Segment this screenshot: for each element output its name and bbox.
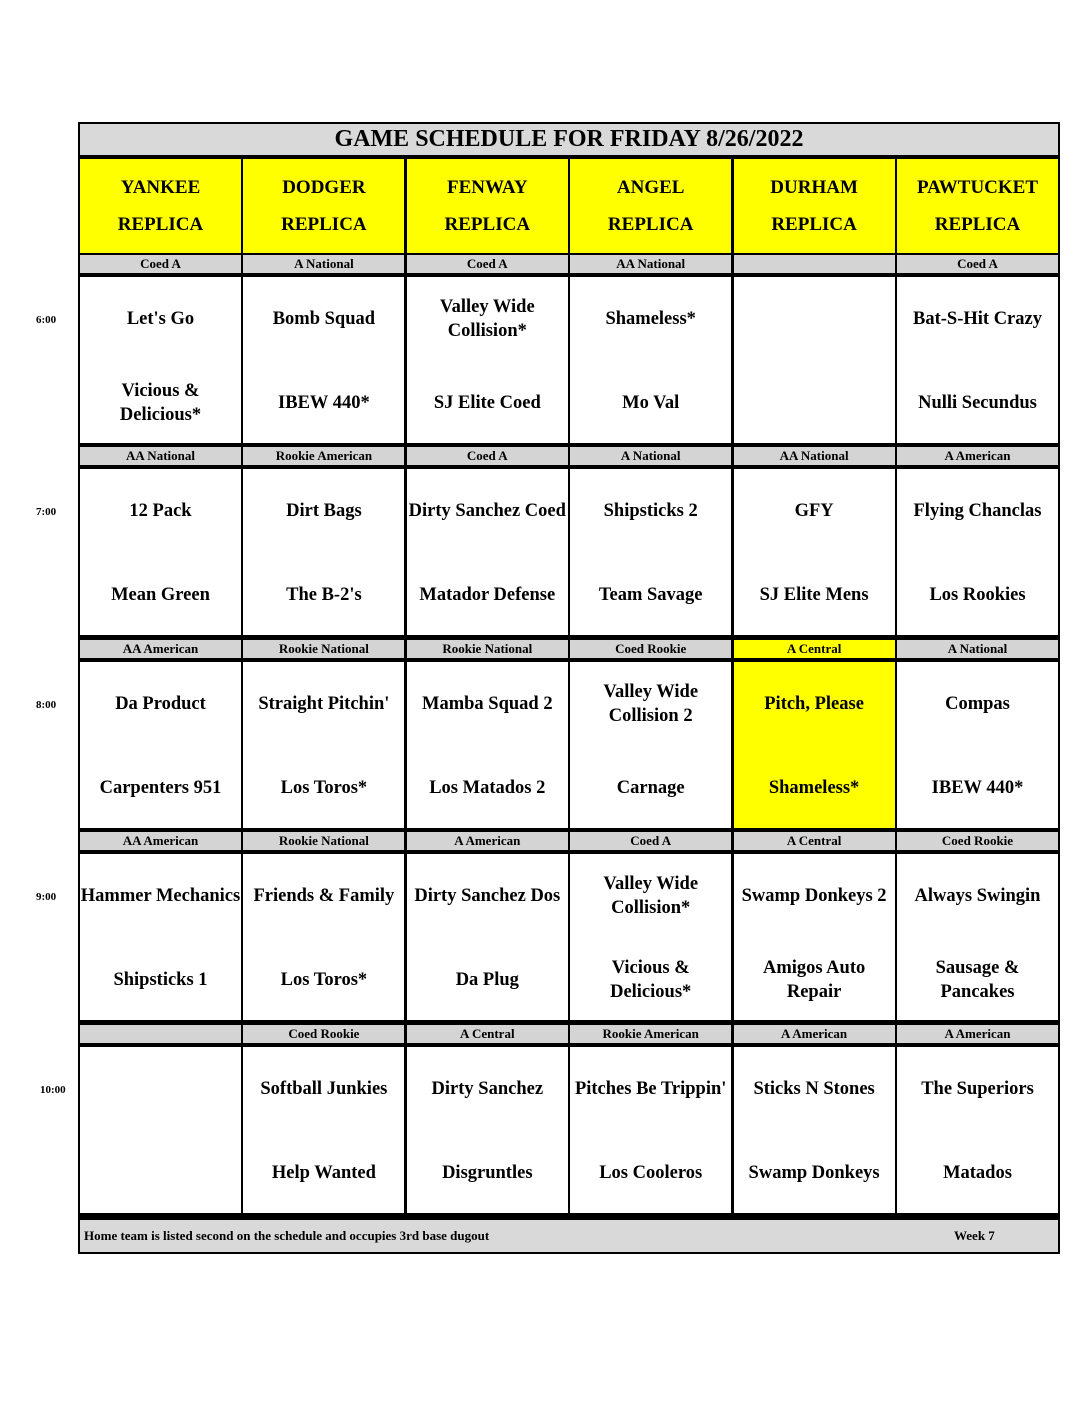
field-type: REPLICA (771, 214, 857, 235)
game-slot (407, 1047, 568, 1213)
game-slot (80, 469, 241, 635)
time-label: 7:00 (36, 506, 57, 518)
division-label: A American (897, 447, 1058, 465)
division-label: AA American (80, 832, 241, 850)
game-slot (243, 662, 404, 828)
field-type: REPLICA (607, 214, 694, 235)
field-column (570, 124, 731, 1218)
time-label: 6:00 (36, 314, 57, 326)
away-team: Softball Junkies (260, 1078, 388, 1099)
game-slot (734, 1047, 895, 1213)
home-team: Los Cooleros (599, 1162, 703, 1183)
game-slot (80, 1047, 241, 1213)
time-label: 8:00 (36, 699, 57, 711)
game-slot (407, 469, 568, 635)
game-slot (570, 854, 731, 1020)
field-name: DURHAM (770, 177, 858, 198)
away-team: Hammer Mechanics (80, 886, 241, 907)
home-team: SJ Elite Coed (433, 393, 541, 413)
division-label: A National (897, 640, 1058, 658)
home-team: Los Matados 2 (429, 777, 546, 798)
home-team (734, 375, 895, 431)
away-team: Dirt Bags (286, 501, 362, 522)
home-team: Amigos Auto Repair (762, 958, 866, 1003)
field-type: REPLICA (117, 214, 204, 235)
field-header (407, 159, 568, 253)
game-slot (570, 469, 731, 635)
home-team: Da Plug (455, 970, 519, 991)
time-label: 10:00 (40, 1084, 66, 1096)
field-type: REPLICA (281, 214, 367, 235)
game-slot (897, 1047, 1058, 1213)
field-header (243, 159, 404, 253)
field-header (570, 159, 731, 253)
away-team: Friends & Family (253, 886, 395, 907)
division-label: A Central (407, 1025, 568, 1043)
away-team: Bomb Squad (272, 309, 376, 329)
field-name: YANKEE (120, 177, 201, 198)
home-team: Los Toros* (280, 970, 368, 991)
game-slot (734, 277, 895, 443)
division-label: Coed A (407, 447, 568, 465)
division-label: A Central (734, 832, 895, 850)
division-label: Coed A (897, 255, 1058, 273)
division-label: AA National (570, 255, 731, 273)
home-team: Los Rookies (929, 585, 1026, 606)
division-label: Rookie American (243, 447, 404, 465)
away-team: GFY (794, 501, 834, 522)
division-label: A American (407, 832, 568, 850)
home-team: Mo Val (622, 393, 680, 413)
away-team: Straight Pitchin' (258, 693, 390, 714)
home-team: Help Wanted (271, 1162, 376, 1183)
field-type: REPLICA (444, 214, 531, 235)
game-slot (734, 662, 895, 828)
away-team: Dirty Sanchez Dos (414, 886, 561, 907)
game-slot (80, 662, 241, 828)
away-team: Shipsticks 2 (603, 501, 698, 522)
field-name: PAWTUCKET (916, 177, 1039, 198)
home-team: IBEW 440* (278, 393, 370, 413)
division-label: AA National (80, 447, 241, 465)
game-slot (897, 469, 1058, 635)
away-team: Swamp Donkeys 2 (741, 886, 887, 907)
away-team: Valley Wide Collision* (603, 874, 699, 919)
field-type: REPLICA (934, 214, 1021, 235)
away-team: Compas (945, 693, 1010, 714)
away-team: Valley Wide Collision* (439, 297, 535, 341)
division-label: Coed Rookie (570, 640, 731, 658)
away-team: Pitch, Please (764, 693, 864, 714)
game-slot (897, 662, 1058, 828)
home-team: Sausage & Pancakes (935, 958, 1020, 1003)
home-team: Matador Defense (419, 585, 556, 606)
home-team: SJ Elite Mens (759, 585, 869, 606)
home-team: Nulli Secundus (918, 393, 1037, 413)
home-team: Shipsticks 1 (113, 970, 208, 991)
field-column (734, 124, 895, 1218)
away-team (734, 291, 895, 347)
game-slot (80, 277, 241, 443)
away-team: The Superiors (921, 1078, 1034, 1099)
game-slot (407, 662, 568, 828)
game-slot (897, 277, 1058, 443)
away-team: Shameless* (605, 309, 696, 329)
game-slot (734, 469, 895, 635)
field-column (80, 124, 241, 1218)
away-team: Valley Wide Collision 2 (603, 681, 699, 726)
away-team: Sticks N Stones (753, 1078, 875, 1099)
game-slot (407, 277, 568, 443)
field-header (80, 159, 241, 253)
game-schedule-table (78, 122, 1060, 1254)
division-label: Coed A (80, 255, 241, 273)
home-team: Disgruntles (442, 1162, 533, 1183)
home-team: Swamp Donkeys (748, 1162, 880, 1183)
division-label: Rookie National (243, 640, 404, 658)
division-label (80, 1025, 241, 1043)
game-slot (243, 469, 404, 635)
away-team: 12 Pack (129, 501, 192, 522)
game-slot (570, 662, 731, 828)
home-team: Vicious & Delicious* (610, 958, 692, 1003)
division-label: Rookie American (570, 1025, 731, 1043)
game-slot (80, 854, 241, 1020)
field-column (243, 124, 404, 1218)
game-slot (570, 277, 731, 443)
home-team: Carpenters 951 (99, 777, 222, 798)
division-label: Rookie National (407, 640, 568, 658)
division-label (734, 255, 895, 273)
game-slot (243, 854, 404, 1020)
division-label: Coed A (570, 832, 731, 850)
home-team: Team Savage (598, 585, 703, 606)
division-label: A National (243, 255, 404, 273)
away-team: Da Product (115, 693, 206, 714)
away-team: Flying Chanclas (913, 501, 1042, 522)
away-team: Always Swingin (914, 886, 1041, 907)
field-header (897, 159, 1058, 253)
division-label: Coed A (407, 255, 568, 273)
division-label: A Central (734, 640, 895, 658)
home-team: Vicious & Delicious* (119, 381, 202, 425)
home-team: Carnage (616, 777, 685, 798)
home-team-note: Home team is listed second on the schedule and occupies 3rd base dugout (84, 1228, 490, 1243)
field-column (407, 124, 568, 1218)
game-slot (897, 854, 1058, 1020)
home-team: Los Toros* (280, 777, 368, 798)
field-name: FENWAY (447, 177, 528, 198)
division-label: Coed Rookie (243, 1025, 404, 1043)
away-team: Dirty Sanchez Coed (408, 501, 566, 522)
game-slot (243, 277, 404, 443)
away-team: Pitches Be Trippin' (574, 1078, 727, 1099)
away-team: Mamba Squad 2 (422, 693, 553, 714)
away-team: Bat-S-Hit Crazy (913, 309, 1042, 329)
schedule-title: GAME SCHEDULE FOR FRIDAY 8/26/2022 (80, 124, 1058, 157)
away-team: Let's Go (126, 309, 195, 329)
division-label: A American (734, 1025, 895, 1043)
field-header (734, 159, 895, 253)
division-label: Rookie National (243, 832, 404, 850)
game-slot (570, 1047, 731, 1213)
home-team: IBEW 440* (931, 777, 1024, 798)
schedule-footer (80, 1220, 1058, 1252)
division-label: AA American (80, 640, 241, 658)
home-team: Matados (943, 1162, 1012, 1183)
field-name: DODGER (282, 177, 366, 198)
division-label: Coed Rookie (897, 832, 1058, 850)
home-team: The B-2's (286, 585, 362, 606)
week-label: Week 7 (954, 1228, 995, 1243)
home-team (80, 1145, 241, 1201)
division-label: AA National (734, 447, 895, 465)
home-team: Shameless* (768, 777, 860, 798)
home-team: Mean Green (111, 585, 210, 606)
field-column (897, 124, 1058, 1218)
time-labels (0, 0, 80, 1408)
game-slot (734, 854, 895, 1020)
away-team (80, 1061, 241, 1117)
division-label: A National (570, 447, 731, 465)
field-name: ANGEL (616, 177, 685, 198)
division-label: A American (897, 1025, 1058, 1043)
time-label: 9:00 (36, 891, 57, 903)
game-slot (407, 854, 568, 1020)
away-team: Dirty Sanchez (431, 1078, 544, 1099)
game-slot (243, 1047, 404, 1213)
